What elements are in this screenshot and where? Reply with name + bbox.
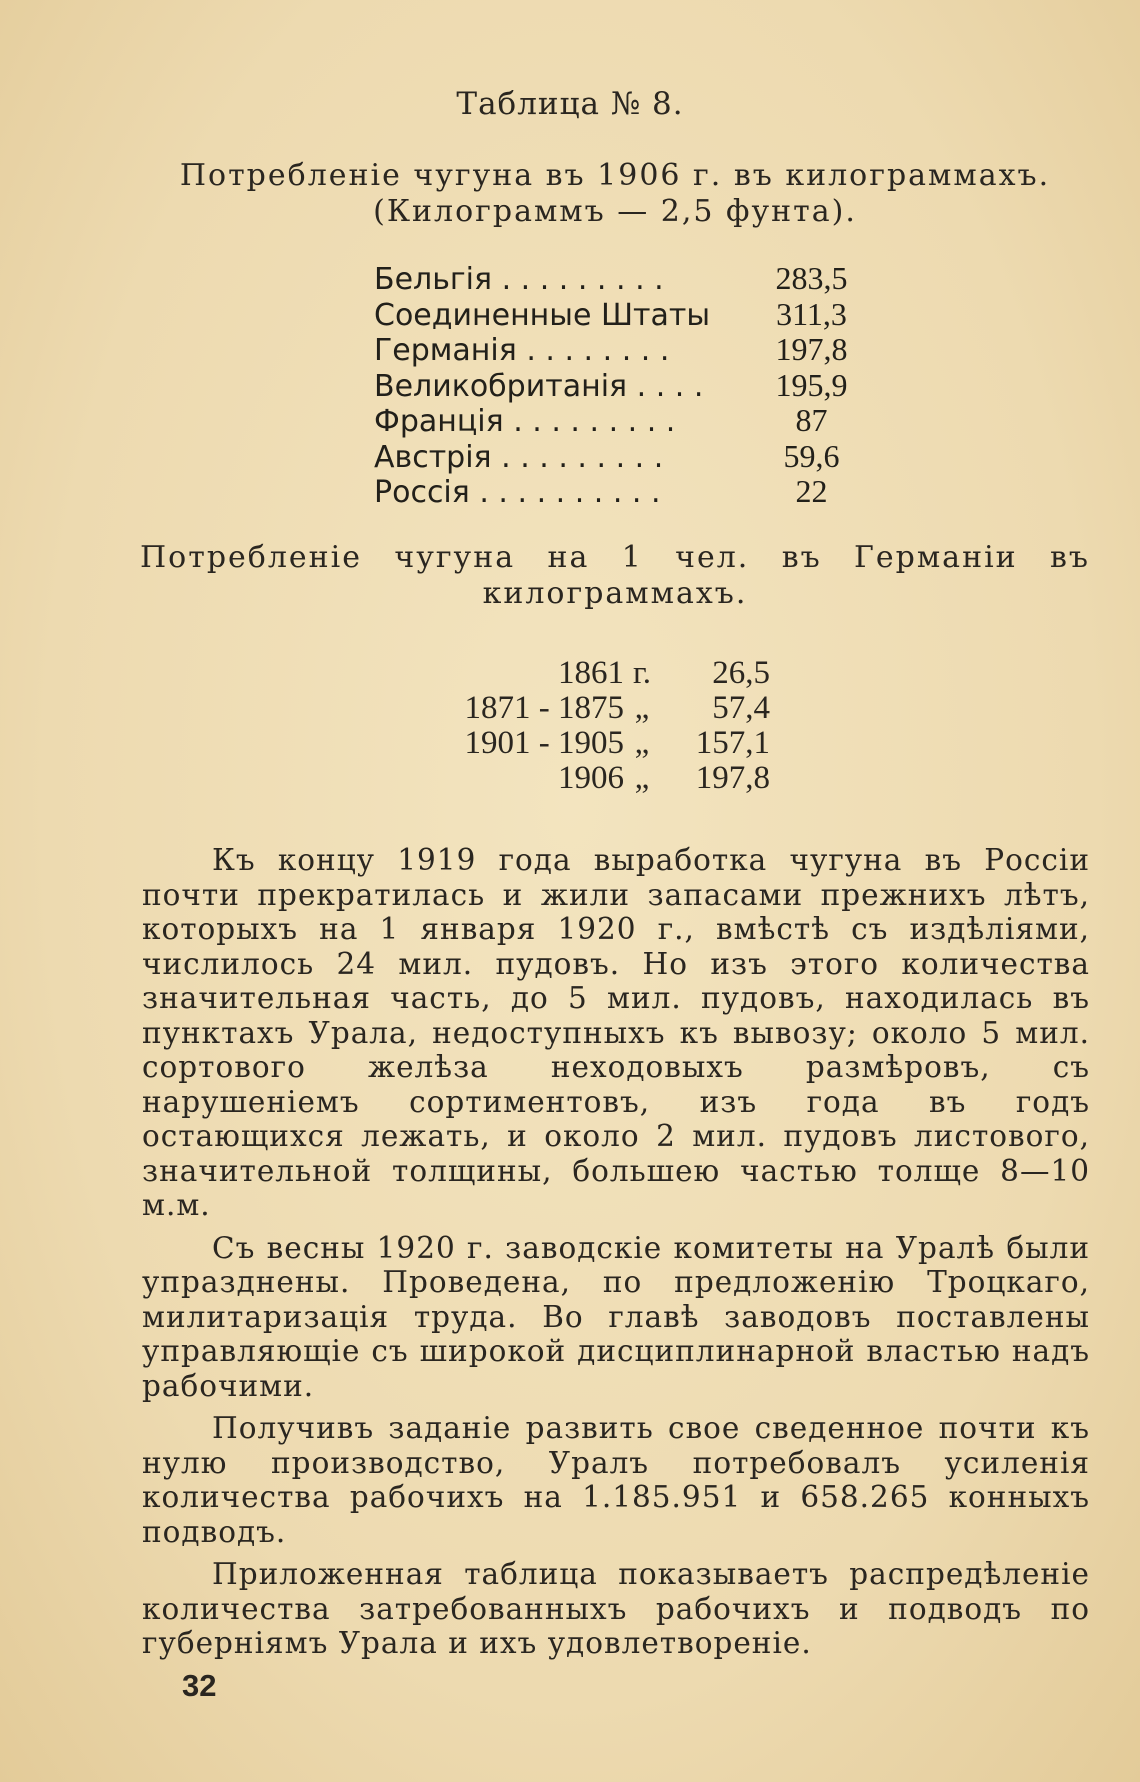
consumption-value: 195,9	[775, 366, 848, 403]
page-number: 32	[182, 1668, 217, 1703]
table-row	[374, 474, 864, 510]
caption-line-2: (Килограммъ — 2,5 фунта).	[373, 194, 857, 229]
consumption-value: 22	[795, 473, 828, 509]
period-cell: 1901 - 1905	[464, 725, 624, 761]
consumption-caption	[140, 158, 1090, 230]
unit-mark: г.	[632, 655, 652, 691]
table-row	[430, 656, 790, 691]
paragraph: Съ весны 1920 г. заводскіе комитеты на Уралѣ были упразднены. Проведена, по предложенію Троцкаго, милитаризація труда. Во главѣ заводовъ поставлены управляющіе съ широкой дисциплинарной властью надъ рабочими.	[142, 1230, 1090, 1403]
period-cell: 1861	[558, 655, 624, 691]
period-cell: 1906	[558, 760, 624, 796]
paragraph: Къ концу 1919 года выработка чугуна въ Россіи почти прекратилась и жили запасами прежнихъ лѣтъ, которыхъ на 1 января 1920 г., вмѣстѣ съ издѣліями, числилось 24 мил. пудовъ. Но изъ этого количества значительная часть, до 5 мил. пудовъ, находилась въ пунктахъ Урала, недоступныхъ къ вывозу; около 5 мил. сортового желѣза неходовыхъ размѣровъ, съ нарушеніемъ сортиментовъ, изъ года въ годъ остающихся лежать, и около 2 мил. пудовъ листового, значительной толщины, большею частью толще 8—10 м.м.	[142, 843, 1090, 1222]
paragraph: Получивъ заданіе развить свое сведенное почти къ нулю производство, Уралъ потребовалъ усиленія количества рабочихъ на 1.185.951 и 658.265 конныхъ подводъ.	[142, 1411, 1090, 1549]
consumption-value: 59,6	[783, 437, 840, 474]
table-row	[430, 691, 790, 726]
table-row	[374, 403, 864, 439]
country-name: Россія . . . . . . . . . .	[374, 475, 661, 510]
period-cell: 1871 - 1875	[464, 690, 624, 726]
consumption-value: 87	[795, 402, 828, 438]
consumption-value: 197,8	[775, 331, 848, 367]
table-row	[374, 332, 864, 368]
table-title: Таблица № 8.	[456, 86, 684, 122]
value-cell: 157,1	[695, 725, 770, 761]
country-name: Германія . . . . . . . .	[374, 333, 670, 368]
country-consumption-table	[374, 261, 864, 510]
body-text	[142, 843, 1090, 1669]
table-row	[374, 261, 864, 297]
value-cell: 197,8	[695, 760, 770, 796]
value-cell: 57,4	[712, 690, 770, 726]
country-name: Франція . . . . . . . . .	[374, 404, 676, 439]
table-row	[374, 297, 864, 333]
table-row	[374, 439, 864, 475]
per-capita-caption: Потребленіе чугуна на 1 чел. въ Германіи въ килограммахъ.	[140, 540, 1090, 611]
table-row	[430, 726, 790, 761]
table-row	[430, 761, 790, 796]
country-name: Великобританія . . . .	[374, 368, 704, 404]
country-name: Бельгія . . . . . . . . .	[374, 262, 664, 297]
consumption-value: 311,3	[776, 295, 847, 332]
country-name: Австрія . . . . . . . . .	[374, 439, 664, 475]
country-name: Соединенные Штаты	[374, 297, 711, 333]
consumption-value: 283,5	[775, 260, 848, 296]
unit-mark: „	[634, 725, 650, 761]
table-row	[374, 368, 864, 404]
caption-line-1: Потребленіе чугуна въ 1906 г. въ килограммахъ.	[179, 158, 1051, 193]
paragraph: Приложенная таблица показываетъ распредѣленіе количества затребованныхъ рабочихъ и подводъ по губерніямъ Урала и ихъ удовлетвореніе.	[142, 1557, 1090, 1660]
germany-per-capita-table	[430, 656, 790, 796]
unit-mark: „	[634, 760, 650, 796]
value-cell: 26,5	[712, 655, 770, 691]
unit-mark: „	[634, 690, 650, 726]
